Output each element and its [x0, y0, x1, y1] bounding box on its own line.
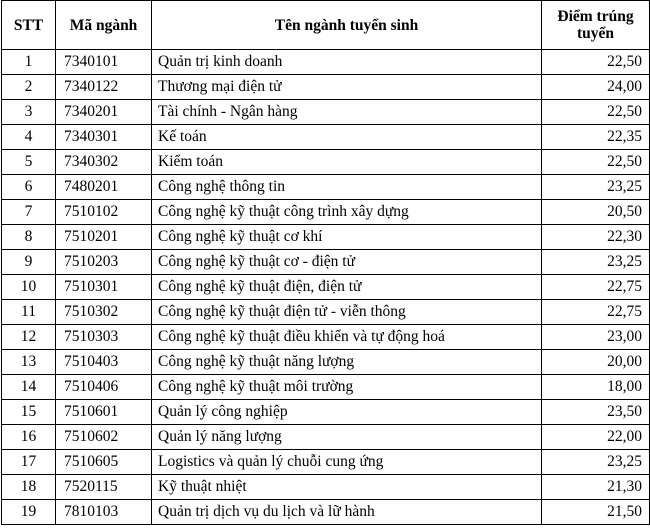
score-cell: 20,50: [542, 200, 650, 225]
score-cell: 22,50: [542, 50, 650, 75]
code-cell: 7810103: [56, 500, 152, 525]
stt-cell: 4: [2, 125, 56, 150]
stt-cell: 19: [2, 500, 56, 525]
score-cell: 23,25: [542, 450, 650, 475]
code-cell: 7340201: [56, 100, 152, 125]
table-row: [2, 200, 650, 225]
name-cell: Quản lý năng lượng: [152, 425, 542, 450]
code-cell: 7510602: [56, 425, 152, 450]
stt-cell: 2: [2, 75, 56, 100]
code-cell: 7480201: [56, 175, 152, 200]
name-cell: Công nghệ kỹ thuật cơ khí: [152, 225, 542, 250]
code-cell: 7510303: [56, 325, 152, 350]
code-cell: 7510102: [56, 200, 152, 225]
stt-cell: 8: [2, 225, 56, 250]
code-cell: 7340302: [56, 150, 152, 175]
score-cell: 21,30: [542, 475, 650, 500]
code-cell: 7510601: [56, 400, 152, 425]
stt-cell: 14: [2, 375, 56, 400]
table-header: [2, 1, 650, 50]
name-cell: Kiểm toán: [152, 150, 542, 175]
code-cell: 7510406: [56, 375, 152, 400]
stt-cell: 3: [2, 100, 56, 125]
header-name: Tên ngành tuyển sinh: [152, 1, 542, 50]
stt-cell: 18: [2, 475, 56, 500]
name-cell: Kế toán: [152, 125, 542, 150]
table-row: [2, 75, 650, 100]
stt-cell: 17: [2, 450, 56, 475]
score-cell: 21,50: [542, 500, 650, 525]
header-stt: STT: [2, 1, 56, 50]
name-cell: Quản trị dịch vụ du lịch và lữ hành: [152, 500, 542, 525]
code-cell: 7510301: [56, 275, 152, 300]
score-cell: 18,00: [542, 375, 650, 400]
score-cell: 22,00: [542, 425, 650, 450]
table-row: [2, 400, 650, 425]
table-row: [2, 500, 650, 525]
code-cell: 7510203: [56, 250, 152, 275]
name-cell: Công nghệ kỹ thuật điều khiển và tự động hoá: [152, 325, 542, 350]
stt-cell: 9: [2, 250, 56, 275]
score-cell: 22,50: [542, 150, 650, 175]
table-row: [2, 125, 650, 150]
table-row: [2, 325, 650, 350]
table-row: [2, 50, 650, 75]
name-cell: Logistics và quản lý chuỗi cung ứng: [152, 450, 542, 475]
header-code: Mã ngành: [56, 1, 152, 50]
score-cell: 23,25: [542, 175, 650, 200]
header-score: Điểm trúng tuyển: [542, 1, 650, 50]
stt-cell: 12: [2, 325, 56, 350]
stt-cell: 10: [2, 275, 56, 300]
score-cell: 22,35: [542, 125, 650, 150]
score-cell: 22,50: [542, 100, 650, 125]
code-cell: 7520115: [56, 475, 152, 500]
table-row: [2, 350, 650, 375]
table-row: [2, 100, 650, 125]
stt-cell: 16: [2, 425, 56, 450]
name-cell: Công nghệ kỹ thuật năng lượng: [152, 350, 542, 375]
name-cell: Công nghệ kỹ thuật cơ - điện tử: [152, 250, 542, 275]
stt-cell: 6: [2, 175, 56, 200]
name-cell: Công nghệ kỹ thuật công trình xây dựng: [152, 200, 542, 225]
table-row: [2, 300, 650, 325]
score-cell: 20,00: [542, 350, 650, 375]
name-cell: Kỹ thuật nhiệt: [152, 475, 542, 500]
table-row: [2, 175, 650, 200]
table-row: [2, 275, 650, 300]
score-cell: 23,00: [542, 325, 650, 350]
table-row: [2, 150, 650, 175]
table-body: [2, 50, 650, 525]
table-row: [2, 250, 650, 275]
name-cell: Công nghệ thông tin: [152, 175, 542, 200]
stt-cell: 7: [2, 200, 56, 225]
table-row: [2, 225, 650, 250]
stt-cell: 13: [2, 350, 56, 375]
code-cell: 7510201: [56, 225, 152, 250]
score-cell: 22,75: [542, 275, 650, 300]
name-cell: Công nghệ kỹ thuật điện tử - viễn thông: [152, 300, 542, 325]
code-cell: 7340122: [56, 75, 152, 100]
stt-cell: 1: [2, 50, 56, 75]
stt-cell: 15: [2, 400, 56, 425]
name-cell: Thương mại điện tử: [152, 75, 542, 100]
score-cell: 23,25: [542, 250, 650, 275]
score-cell: 22,30: [542, 225, 650, 250]
stt-cell: 11: [2, 300, 56, 325]
name-cell: Quản trị kinh doanh: [152, 50, 542, 75]
score-cell: 22,75: [542, 300, 650, 325]
code-cell: 7510403: [56, 350, 152, 375]
name-cell: Công nghệ kỹ thuật môi trường: [152, 375, 542, 400]
table-row: [2, 450, 650, 475]
stt-cell: 5: [2, 150, 56, 175]
table-row: [2, 475, 650, 500]
code-cell: 7340101: [56, 50, 152, 75]
header-row: [2, 1, 650, 50]
score-cell: 24,00: [542, 75, 650, 100]
name-cell: Công nghệ kỹ thuật điện, điện tử: [152, 275, 542, 300]
score-cell: 23,50: [542, 400, 650, 425]
name-cell: Tài chính - Ngân hàng: [152, 100, 542, 125]
admission-scores-table: [1, 0, 650, 525]
code-cell: 7510302: [56, 300, 152, 325]
table-row: [2, 375, 650, 400]
code-cell: 7510605: [56, 450, 152, 475]
code-cell: 7340301: [56, 125, 152, 150]
table-row: [2, 425, 650, 450]
name-cell: Quản lý công nghiệp: [152, 400, 542, 425]
